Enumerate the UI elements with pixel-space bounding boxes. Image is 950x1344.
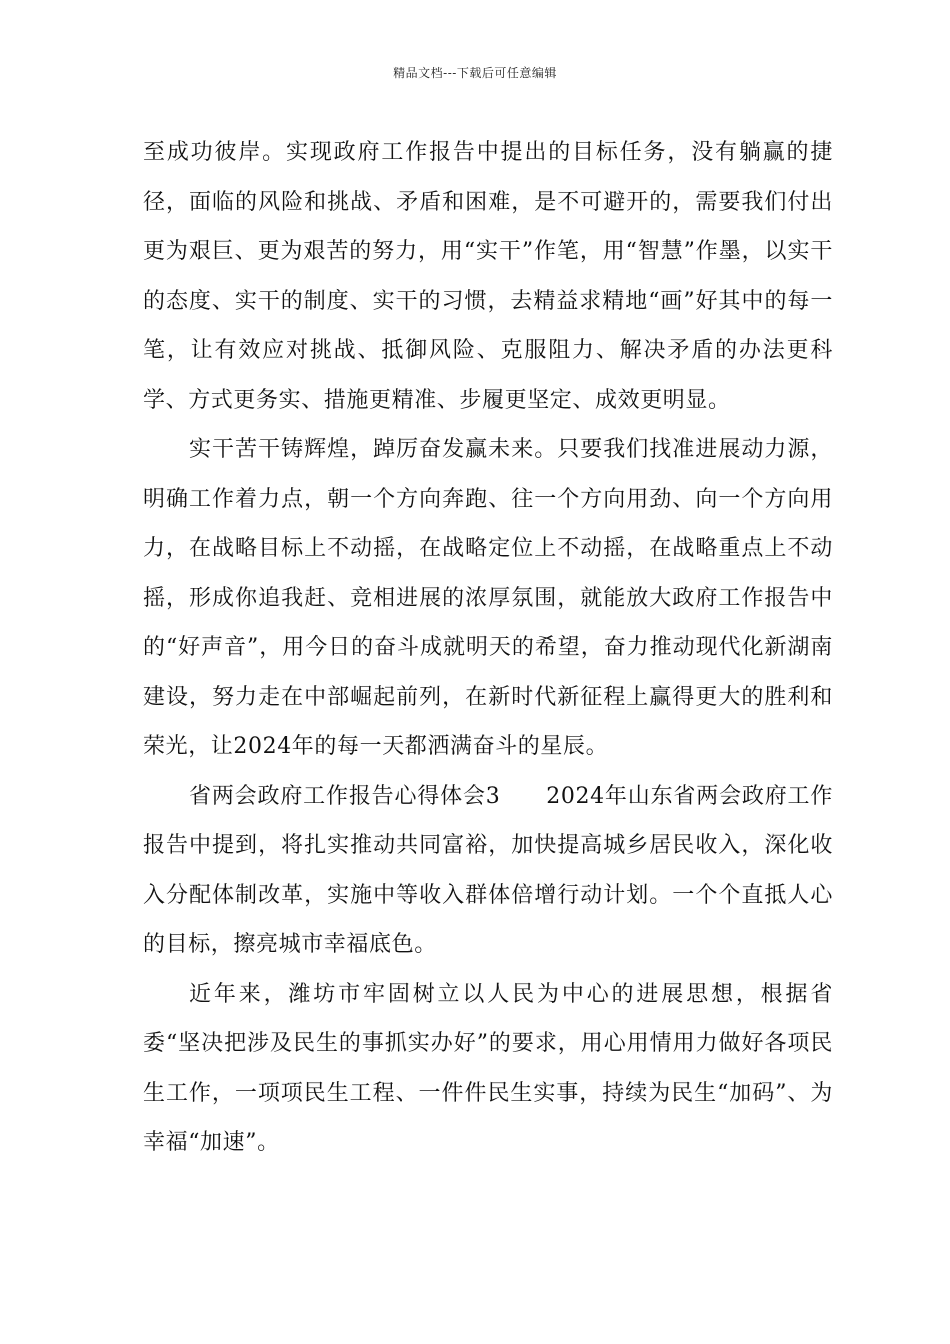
paragraph-continuation: 至成功彼岸。实现政府工作报告中提出的目标任务，没有躺赢的捷径，面临的风险和挑战、矛盾和困难，是不可避开的，需要我们付出更为艰巨、更为艰苦的努力，用“实干”作笔，用“智慧”作墨，以实干的态度、实干的制度、实干的习惯，去精益求精地“画”好其中的每一笔，让有效应对挑战、抵御风险、克服阻力、解决矛盾的办法更科学、方式更务实、措施更精准、步履更坚定、成效更明显。 [143, 140, 833, 413]
document-body [143, 128, 833, 1168]
paragraph-shigan: 实干苦干铸辉煌，踔厉奋发赢未来。只要我们找准进展动力源，明确工作着力点，朝一个方向奔跑、往一个方向用劲、向一个方向用力，在战略目标上不动摇，在战略定位上不动摇，在战略重点上不动摇，形成你追我赶、竞相进展的浓厚氛围，就能放大政府工作报告中的“好声音”，用今日的奋斗成就明天的希望，奋力推动现代化新湖南建设，努力走在中部崛起前列，在新时代新征程上赢得更大的胜利和荣光，让2024年的每一天都洒满奋斗的星辰。 [143, 437, 833, 759]
page-header: 精品文档---下载后可任意编辑 [393, 66, 557, 80]
paragraph-report-3: 省两会政府工作报告心得体会3 2024年山东省两会政府工作报告中提到，将扎实推动共同富裕，加快提高城乡居民收入，深化收入分配体制改革，实施中等收入群体倍增行动计划。一个个直抵人心的目标，擦亮城市幸福底色。 [143, 783, 833, 957]
paragraph-weifang: 近年来，潍坊市牢固树立以人民为中心的进展思想，根据省委“坚决把涉及民生的事抓实办好”的要求，用心用情用力做好各项民生工作，一项项民生工程、一件件民生实事，持续为民生“加码”、为幸福“加速”。 [143, 981, 833, 1155]
